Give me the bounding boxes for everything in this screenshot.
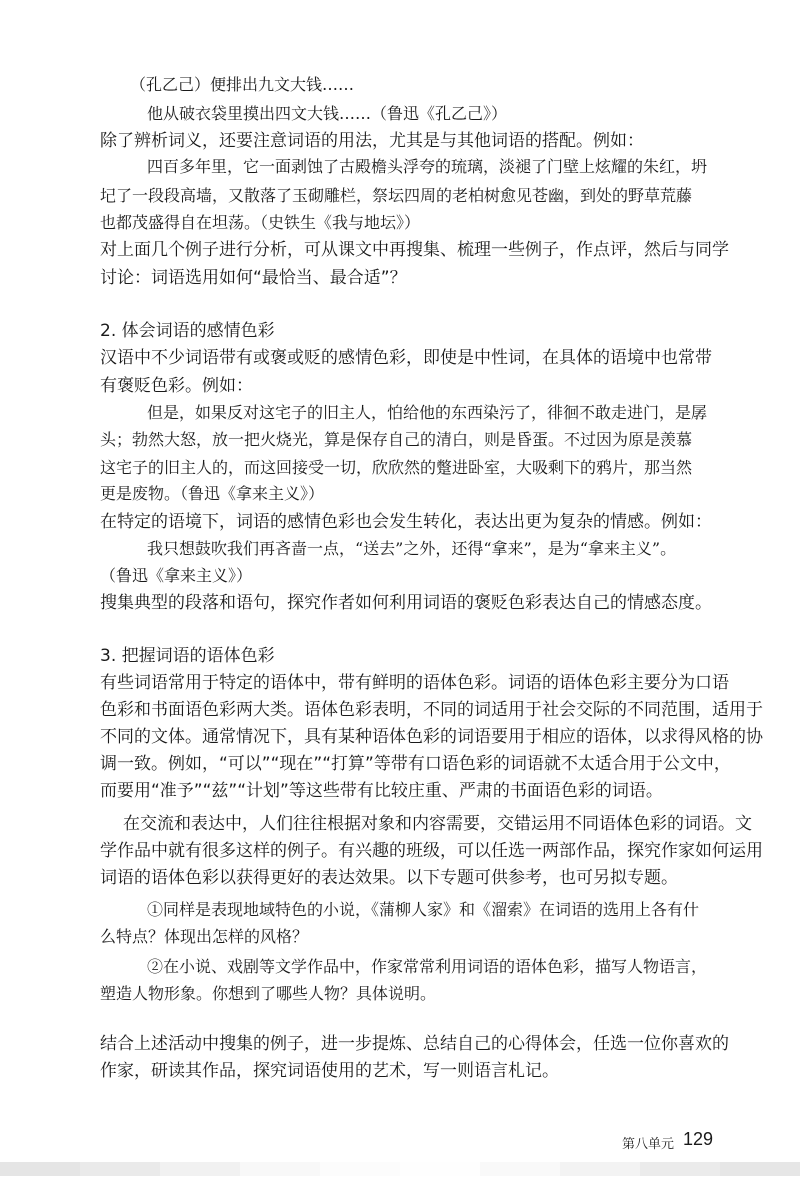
quote-line: 四百多年里，它一面剥蚀了古殿檐头浮夸的琉璃，淡褪了门壁上炫耀的朱红，坍 bbox=[147, 157, 708, 176]
body-line: 搜集典型的段落和语句，探究作者如何利用词语的褒贬色彩表达自己的情感态度。 bbox=[100, 593, 712, 613]
quote-line: 这宅子的旧主人的，而这回接受一切，欣欣然的蹩进卧室，大吸剩下的鸦片，那当然 bbox=[100, 458, 693, 477]
quote-line: 他从破衣袋里摸出四文大钱……（鲁迅《孔乙己》） bbox=[147, 104, 508, 123]
page-number: 129 bbox=[683, 1129, 714, 1149]
section-heading: 2. 体会词语的感情色彩 bbox=[100, 321, 275, 341]
quote-line: 我只想鼓吹我们再吝啬一点，“送去”之外，还得“拿来”，是为“拿来主义”。 bbox=[147, 539, 677, 558]
color-bar-segment bbox=[560, 1162, 640, 1176]
quote-line: 但是，如果反对这宅子的旧主人，怕给他的东西染污了，徘徊不敢走进门，是孱 bbox=[147, 403, 708, 422]
quote-line: （鲁迅《拿来主义》） bbox=[100, 566, 253, 585]
body-line: 色彩和书面语色彩两大类。语体色彩表明，不同的词适用于社会交际的不同范围，适用于 bbox=[100, 700, 763, 720]
color-bar-segment bbox=[720, 1162, 800, 1176]
body-line: 不同的文体。通常情况下，具有某种语体色彩的词语要用于相应的语体，以求得风格的协 bbox=[100, 727, 763, 747]
body-line: 词语的语体色彩以获得更好的表达效果。以下专题可供参考，也可另拟专题。 bbox=[100, 868, 678, 888]
quote-line: 更是废物。（鲁迅《拿来主义》） bbox=[100, 484, 325, 503]
color-bar-segment bbox=[640, 1162, 720, 1176]
topic-item: 塑造人物形象。你想到了哪些人物？具体说明。 bbox=[100, 984, 437, 1003]
color-bar-segment bbox=[240, 1162, 320, 1176]
color-bar-segment bbox=[80, 1162, 160, 1176]
body-line: 在特定的语境下，词语的感情色彩也会发生转化，表达出更为复杂的情感。例如： bbox=[100, 512, 712, 532]
body-line: 调一致。例如，“可以”“现在”“打算”等带有口语色彩的词语就不太适合用于公文中， bbox=[100, 754, 731, 774]
body-line: 而要用“准予”“兹”“计划”等这些带有比较庄重、严肃的书面语色彩的词语。 bbox=[100, 781, 663, 801]
body-line: 有些词语常用于特定的语体中，带有鲜明的语体色彩。词语的语体色彩主要分为口语 bbox=[100, 673, 729, 693]
footer-unit-label: 第八单元 bbox=[622, 1137, 675, 1152]
quote-line: （孔乙己）便排出九文大钱…… bbox=[130, 75, 355, 94]
body-line: 作家，研读其作品，探究词语使用的艺术，写一则语言札记。 bbox=[100, 1061, 559, 1081]
body-line: 学作品中就有很多这样的例子。有兴趣的班级，可以任选一两部作品，探究作家如何运用 bbox=[100, 841, 763, 861]
quote-line: 也都茂盛得自在坦荡。（史铁生《我与地坛》） bbox=[100, 213, 421, 232]
color-bar-segment bbox=[160, 1162, 240, 1176]
body-line: 汉语中不少词语带有或褒或贬的感情色彩，即使是中性词，在具体的语境中也常带 bbox=[100, 348, 712, 368]
body-line: 除了辨析词义，还要注意词语的用法，尤其是与其他词语的搭配。例如： bbox=[100, 131, 644, 151]
body-line: 对上面几个例子进行分析，可从课文中再搜集、梳理一些例子，作点评，然后与同学 bbox=[100, 240, 729, 260]
section-heading: 3. 把握词语的语体色彩 bbox=[100, 646, 275, 666]
topic-item: 么特点？体现出怎样的风格？ bbox=[100, 927, 309, 946]
body-line: 有褒贬色彩。例如： bbox=[100, 376, 253, 396]
body-line: 结合上述活动中搜集的例子，进一步提炼、总结自己的心得体会，任选一位你喜欢的 bbox=[100, 1034, 729, 1054]
color-bar-segment bbox=[400, 1162, 480, 1176]
quote-line: 头；勃然大怒，放一把火烧光，算是保存自己的清白，则是昏蛋。不过因为原是羡慕 bbox=[100, 430, 693, 449]
topic-item: ②在小说、戏剧等文学作品中，作家常常利用词语的语体色彩，描写人物语言， bbox=[147, 957, 708, 976]
topic-item: ①同样是表现地域特色的小说，《蒲柳人家》和《溜索》在词语的选用上各有什 bbox=[147, 900, 700, 919]
color-bar-segment bbox=[320, 1162, 400, 1176]
color-bar-segment bbox=[480, 1162, 560, 1176]
body-line: 在交流和表达中，人们往往根据对象和内容需要，交错运用不同语体色彩的词语。文 bbox=[123, 814, 752, 834]
color-bar-segment bbox=[0, 1162, 80, 1176]
body-line: 讨论：词语选用如何“最恰当、最合适”？ bbox=[100, 268, 407, 288]
quote-line: 圮了一段段高墙，又散落了玉砌雕栏，祭坛四周的老柏树愈见苍幽，到处的野草荒藤 bbox=[100, 186, 693, 205]
